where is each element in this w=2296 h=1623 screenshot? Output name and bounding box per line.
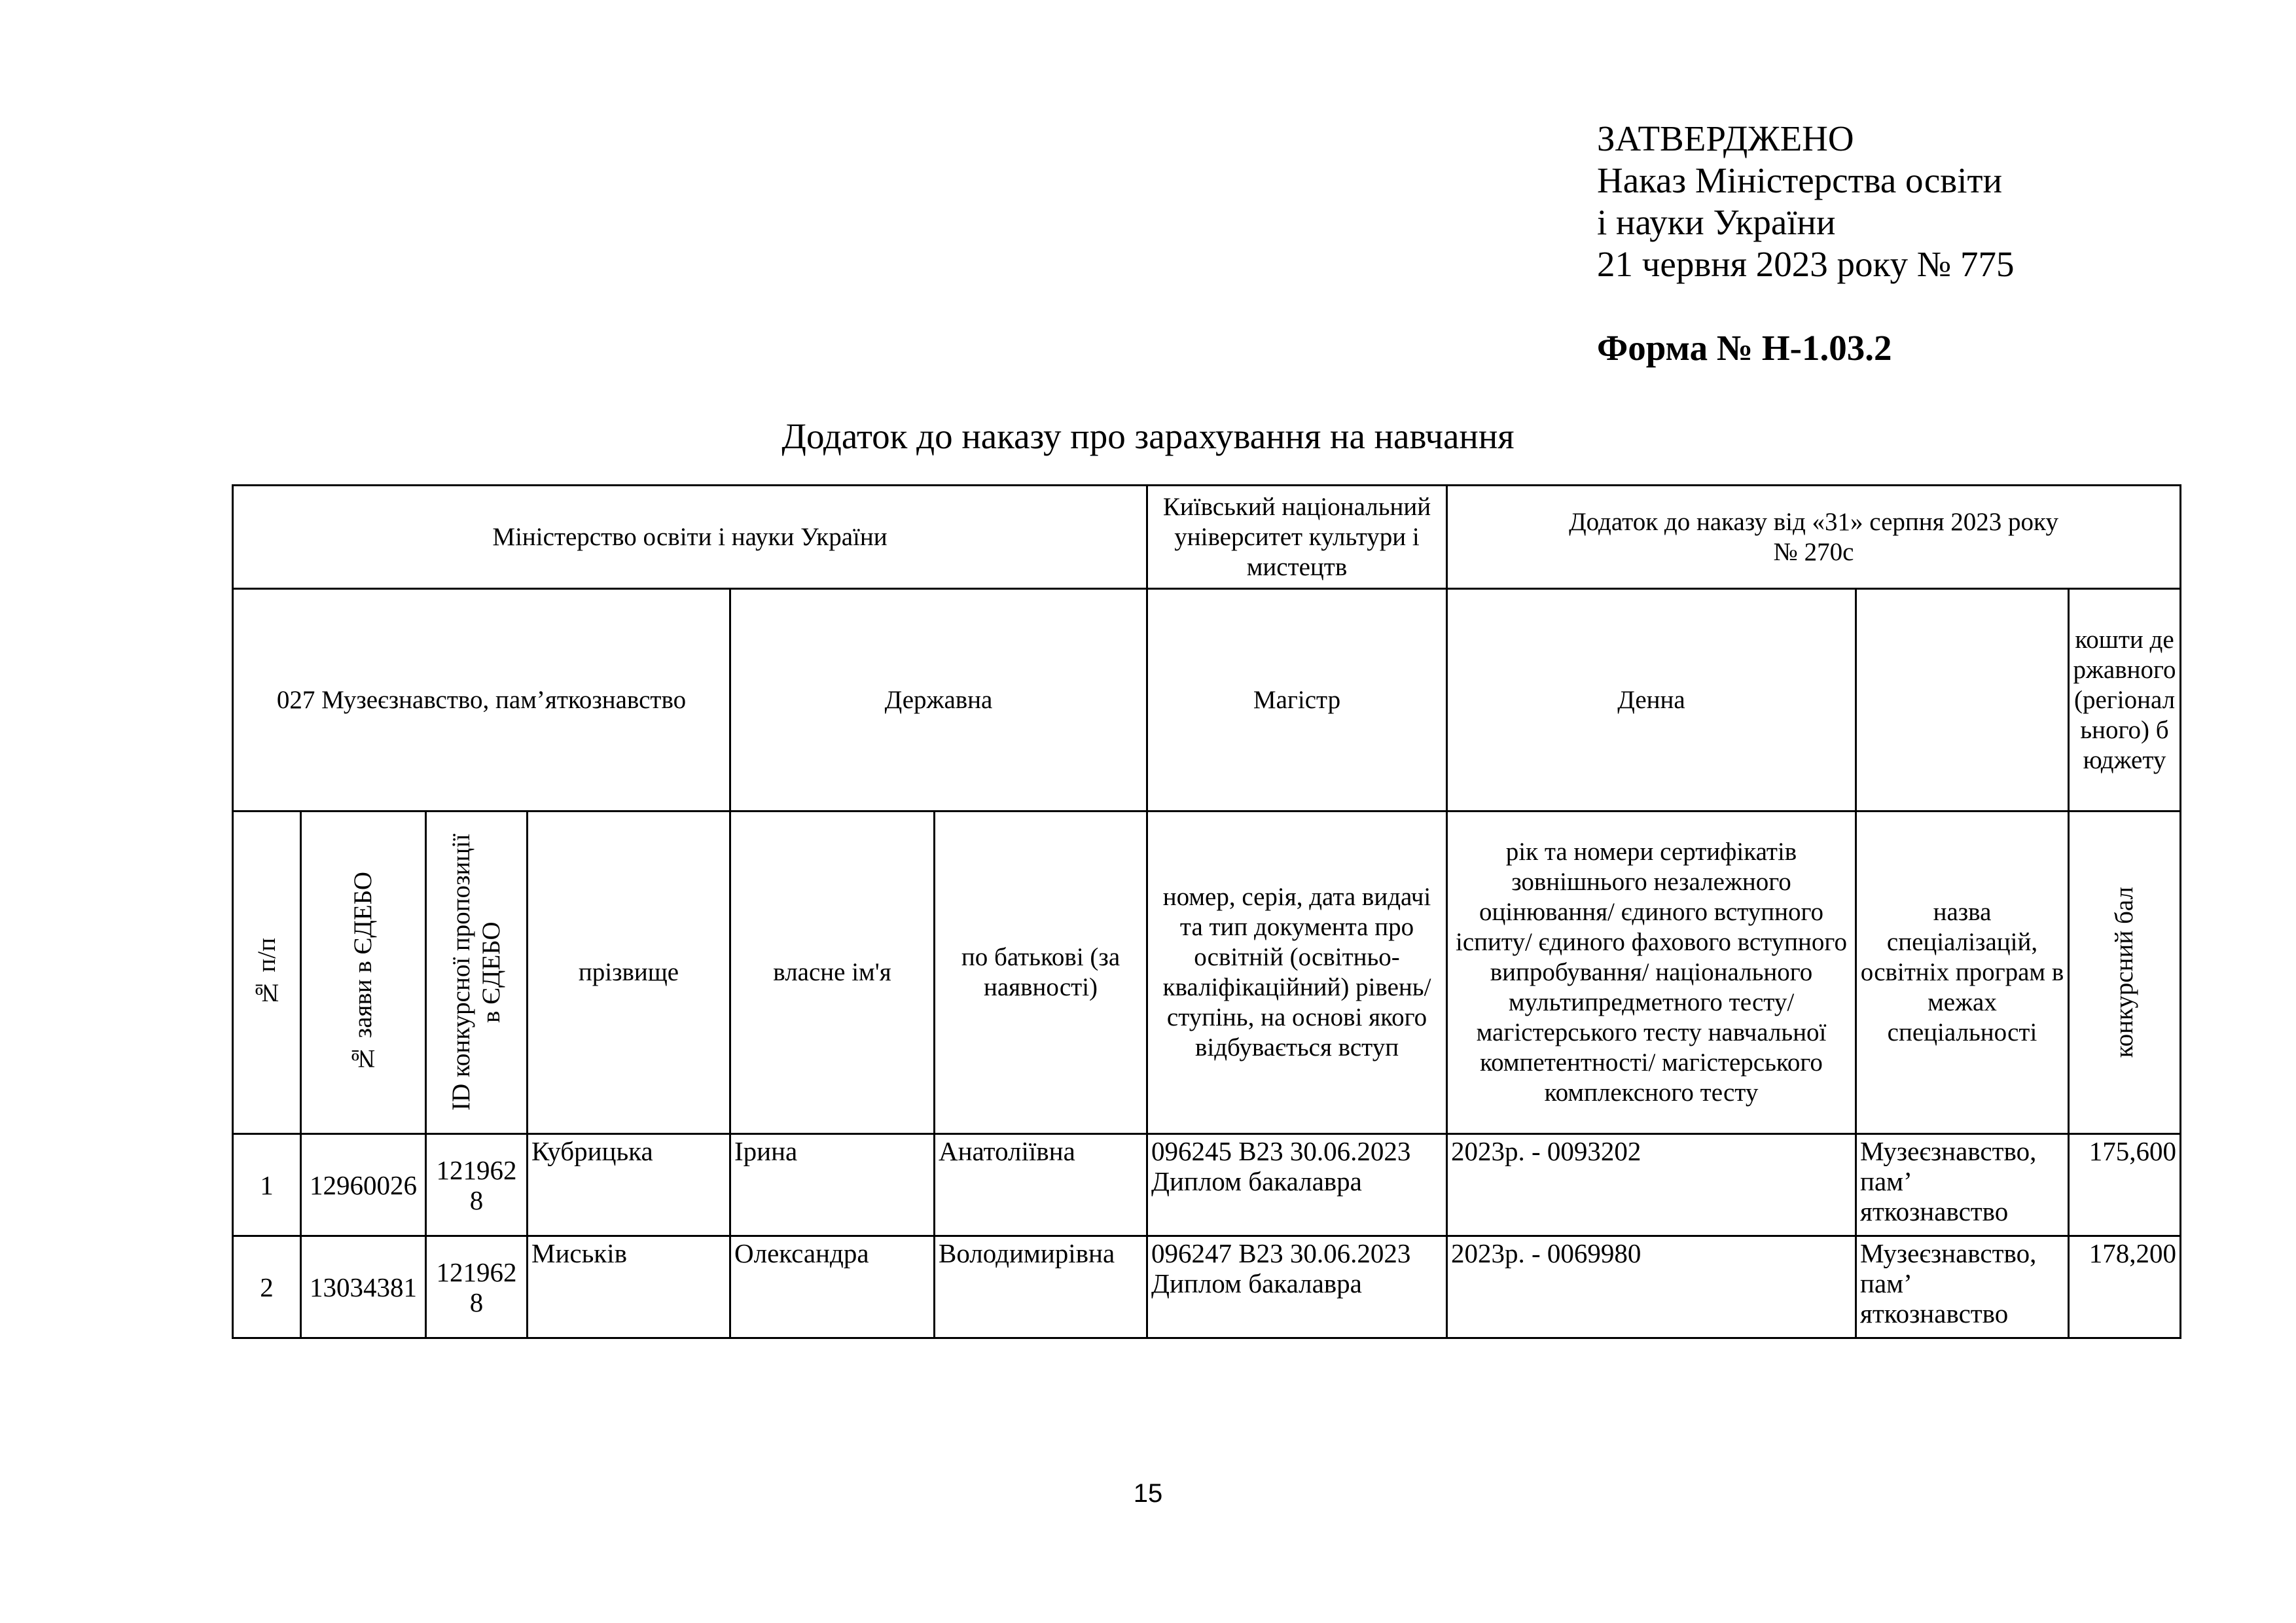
row-name: Ірина [730,1134,935,1236]
empty-cell [1856,589,2069,812]
row-score: 175,600 [2069,1134,2181,1236]
page-number: 15 [1133,1479,1163,1508]
order-reference-cell [1447,486,2181,589]
row-application: 13034381 [301,1236,426,1338]
col-surname-header: прізвище [528,812,730,1134]
col-num-label: № п/п [252,938,281,1007]
col-application-label: № заяви в ЄДЕБО [349,872,377,1073]
row-document [1147,1236,1447,1338]
header-row-1 [233,486,2181,589]
col-certificates-header: рік та номери сертифікатів зовнішнього незалежного оцінювання/ єдиного вступного іспиту/ єдиного фахового вступного випробування/ національного мультипредметного тесту/ магістерського тесту навчальної компетентності/ магістерського комплексного тесту [1447,812,1856,1134]
row-score: 178,200 [2069,1236,2181,1338]
document-title: Додаток до наказу про зарахування на навчання [781,416,1515,456]
table-row [233,1236,2181,1338]
enrollment-table [232,484,2181,1339]
col-document-header: номер, серія, дата видачі та тип документа про освітній (освітньо-кваліфікаційний) рівень/ступінь, на основі якого відбувається вступ [1147,812,1447,1134]
university-cell: Київський національний університет культури і мистецтв [1147,486,1447,589]
row-num: 1 [233,1134,301,1236]
approval-stamp: ЗАТВЕРДЖЕНО [1597,118,1854,158]
row-specialization: Музеєзнавство, пам’ яткознавство [1856,1236,2069,1338]
row-document-line-1: 096245 В23 30.06.2023 [1151,1136,1411,1166]
row-patronymic: Володимирівна [935,1236,1147,1338]
row-certificates: 2023р. - 0093202 [1447,1134,1856,1236]
col-offer-id-header [426,812,528,1134]
approval-order-line-3: 21 червня 2023 року № 775 [1597,244,2015,284]
ownership-cell: Державна [730,589,1147,812]
degree-cell: Магістр [1147,589,1447,812]
row-application: 12960026 [301,1134,426,1236]
row-certificates: 2023р. - 0069980 [1447,1236,1856,1338]
row-offer-id: 1219628 [426,1236,528,1338]
approval-block [1597,118,2014,285]
row-document-line-2: Диплом бакалавра [1151,1166,1362,1196]
approval-order-line-1: Наказ Міністерства освіти [1597,160,2003,200]
funding-cell: кошти державного (регіонального) бюджету [2069,589,2181,812]
col-specialization-header: назва спеціалізацій, освітніх програм в межах спеціальності [1856,812,2069,1134]
header-row-3 [233,812,2181,1134]
col-patronymic-header: по батькові (за наявності) [935,812,1147,1134]
approval-order-line-2: і науки України [1597,202,1836,242]
row-surname: Кубрицька [528,1134,730,1236]
col-score-label: конкурсний бал [2110,887,2139,1058]
order-reference-line-1: Додаток до наказу від «31» серпня 2023 року [1569,507,2058,536]
study-form-cell: Денна [1447,589,1856,812]
row-document-line-2: Диплом бакалавра [1151,1268,1362,1298]
table-row [233,1134,2181,1236]
col-offer-id-label: ID конкурсної пропозиції в ЄДЕБО [447,834,505,1111]
col-application-header [301,812,426,1134]
ministry-cell: Міністерство освіти і науки України [233,486,1147,589]
row-name: Олександра [730,1236,935,1338]
row-offer-id: 1219628 [426,1134,528,1236]
row-num: 2 [233,1236,301,1338]
row-document-line-1: 096247 В23 30.06.2023 [1151,1238,1411,1268]
form-number: Форма № Н-1.03.2 [1597,328,1892,368]
header-row-2 [233,589,2181,812]
row-surname: Миськів [528,1236,730,1338]
row-specialization: Музеєзнавство, пам’ яткознавство [1856,1134,2069,1236]
col-num-header [233,812,301,1134]
col-score-header [2069,812,2181,1134]
order-reference-line-2: № 270с [1773,537,1854,566]
row-document [1147,1134,1447,1236]
specialty-cell: 027 Музеєзнавство, пам’яткознавство [233,589,730,812]
row-patronymic: Анатоліївна [935,1134,1147,1236]
col-name-header: власне ім'я [730,812,935,1134]
